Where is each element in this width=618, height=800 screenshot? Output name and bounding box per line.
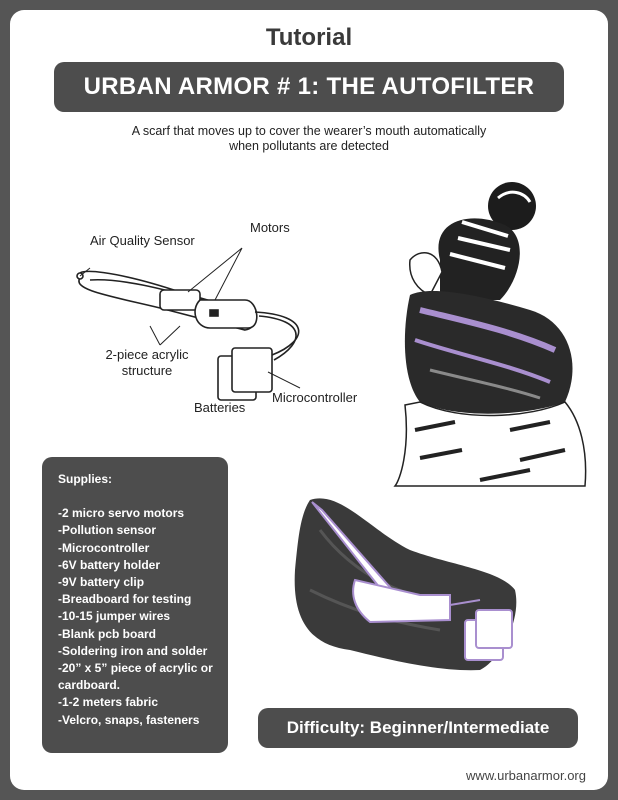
supplies-panel — [42, 457, 228, 753]
supply-item: -2 micro servo motors — [58, 506, 185, 521]
difficulty-badge: Difficulty: Beginner/Intermediate — [258, 708, 578, 748]
supply-item: -1-2 meters fabric — [58, 695, 159, 710]
supply-item: -Blank pcb board — [58, 626, 157, 641]
supply-item: -Breadboard for testing — [58, 592, 192, 607]
supply-item: -Velcro, snaps, fasteners — [58, 712, 200, 727]
supplies-heading: Supplies: — [58, 472, 113, 486]
label-motors: Motors — [250, 220, 290, 235]
supply-item: -Microcontroller — [58, 540, 150, 555]
page-title: URBAN ARMOR # 1: THE AUTOFILTER — [54, 62, 564, 112]
supply-item: -20” x 5” piece of acrylic or — [58, 661, 213, 676]
footer-url[interactable]: www.urbanarmor.org — [466, 768, 586, 783]
supply-item: -Pollution sensor — [58, 523, 157, 538]
tutorial-label: Tutorial — [265, 24, 353, 51]
label-acrylic-structure-line-1: 2-piece acrylic — [105, 347, 189, 362]
subtitle-line-2: when pollutants are detected — [229, 139, 389, 153]
supply-item: -10-15 jumper wires — [58, 609, 171, 624]
supply-item: -6V battery holder — [58, 557, 161, 572]
label-air-quality-sensor: Air Quality Sensor — [90, 233, 195, 248]
label-acrylic-structure-line-2: structure — [121, 363, 173, 378]
supply-item: -9V battery clip — [58, 575, 145, 590]
device-controller — [476, 610, 512, 648]
supply-item: -Soldering iron and solder — [58, 643, 208, 658]
tutorial-card — [10, 10, 608, 790]
label-batteries: Batteries — [194, 400, 246, 415]
label-microcontroller: Microcontroller — [272, 390, 358, 405]
subtitle-line-1: A scarf that moves up to cover the wearer’s mouth automatically — [131, 124, 487, 138]
supply-item: cardboard. — [58, 678, 121, 693]
